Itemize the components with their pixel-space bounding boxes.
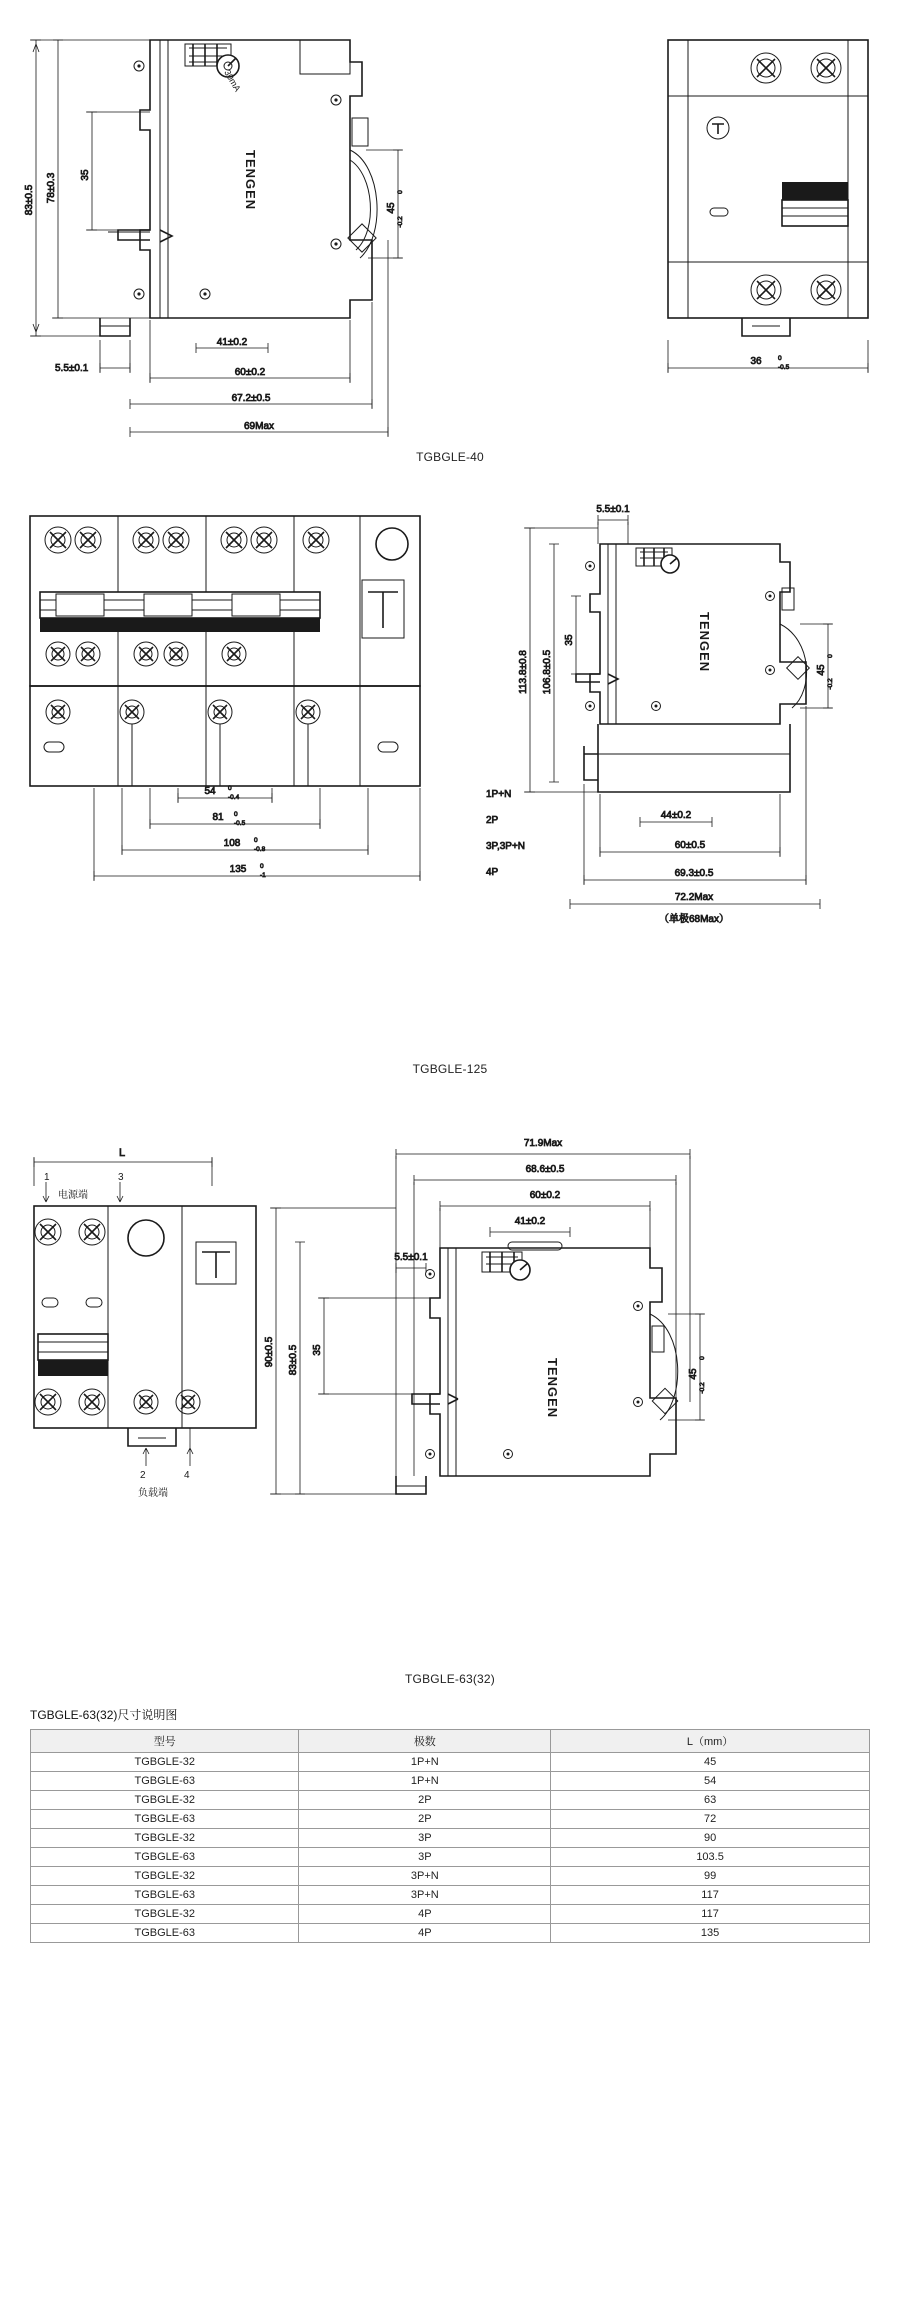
- dim-36-tol-lower: -0.5: [778, 364, 790, 371]
- dim-45-125-tol-upper: 0: [827, 654, 834, 658]
- table-header-row: [31, 1730, 870, 1753]
- dim-135-tol-upper: 0: [260, 863, 264, 870]
- cell-poles: 2P: [299, 1810, 551, 1829]
- dim-5-5: 5.5±0.1: [55, 363, 89, 374]
- terminal-1: 1: [44, 1172, 50, 1183]
- cell-length: 90: [551, 1829, 870, 1848]
- dim-44: 44±0.2: [660, 810, 692, 821]
- cell-model: TGBGLE-32: [31, 1753, 299, 1772]
- dim-L: L: [118, 1147, 126, 1159]
- dim-54: 54: [204, 786, 216, 797]
- dim-71-9max: 71.9Max: [523, 1138, 563, 1149]
- dimension-table-section: [0, 1706, 900, 1973]
- table-row: [31, 1924, 870, 1943]
- dim-45: 45: [386, 202, 397, 214]
- small-print-side: 30mA: [222, 68, 243, 94]
- side-view-63: [396, 1242, 678, 1494]
- dim-81-tol-upper: 0: [234, 811, 238, 818]
- pole-1pn: 1P+N: [486, 789, 512, 800]
- dim-45-tol-upper: 0: [397, 190, 404, 194]
- drawing-tgbgle-63-32: [0, 1102, 900, 1672]
- cell-model: TGBGLE-63: [31, 1810, 299, 1829]
- drawing-tgbgle-40: [0, 0, 900, 450]
- dim-60-63: 60±0.2: [529, 1190, 561, 1201]
- dim-81: 81: [212, 812, 224, 823]
- cell-length: 63: [551, 1791, 870, 1810]
- cell-length: 72: [551, 1810, 870, 1829]
- dim-78: 78±0.3: [46, 172, 57, 204]
- cell-poles: 4P: [299, 1905, 551, 1924]
- drawing-tgbgle-125: [0, 492, 900, 1062]
- cell-length: 45: [551, 1753, 870, 1772]
- dim-5-5-63: 5.5±0.1: [394, 1252, 428, 1263]
- dim-67-2: 67.2±0.5: [231, 393, 271, 404]
- caption-tgbgle-63-32: TGBGLE-63(32): [405, 1672, 495, 1686]
- dim-113-8: 113.8±0.8: [518, 650, 529, 694]
- label-load-side: 负载端: [138, 1488, 168, 1499]
- cell-model: TGBGLE-32: [31, 1791, 299, 1810]
- cell-poles: 1P+N: [299, 1753, 551, 1772]
- cell-model: TGBGLE-63: [31, 1772, 299, 1791]
- cell-poles: 2P: [299, 1791, 551, 1810]
- dim-60: 60±0.2: [234, 367, 266, 378]
- dim-45-125: 45: [816, 664, 827, 676]
- cell-length: 117: [551, 1886, 870, 1905]
- front-view-body: [668, 40, 868, 336]
- cell-model: TGBGLE-63: [31, 1848, 299, 1867]
- table-row: [31, 1772, 870, 1791]
- dim-5-5-125: 5.5±0.1: [596, 504, 630, 515]
- dim-108-tol-upper: 0: [254, 837, 258, 844]
- front-view-63: [34, 1147, 256, 1499]
- figure-tgbgle-63-32: [0, 1102, 900, 1686]
- table-row: [31, 1791, 870, 1810]
- dim-72-2max: 72.2Max: [674, 892, 714, 903]
- cell-poles: 1P+N: [299, 1772, 551, 1791]
- dim-35-125: 35: [564, 634, 575, 646]
- pole-3p-3pn: 3P,3P+N: [486, 841, 526, 852]
- dim-60-125: 60±0.5: [674, 840, 706, 851]
- dim-36: 36: [750, 356, 762, 367]
- dimension-table: [30, 1729, 870, 1943]
- brand-label-side: TENGEN: [243, 150, 258, 211]
- front-view-4p: [30, 516, 420, 786]
- table-row: [31, 1905, 870, 1924]
- cell-length: 103.5: [551, 1848, 870, 1867]
- dim-41-63: 41±0.2: [514, 1216, 546, 1227]
- cell-poles: 3P: [299, 1848, 551, 1867]
- dim-69max: 69Max: [243, 421, 275, 432]
- dim-41: 41±0.2: [216, 337, 248, 348]
- dim-35-63: 35: [312, 1344, 323, 1356]
- dim-83-63: 83±0.5: [288, 1344, 299, 1376]
- cell-model: TGBGLE-63: [31, 1924, 299, 1943]
- dim-45-63-tol-lower: -0.2: [699, 1382, 706, 1394]
- table-row: [31, 1867, 870, 1886]
- pole-2p: 2P: [486, 815, 499, 826]
- table-header-model: 型号: [31, 1730, 299, 1753]
- dim-69-3: 69.3±0.5: [674, 868, 714, 879]
- brand-label-63: TENGEN: [545, 1358, 560, 1419]
- dim-83: 83±0.5: [24, 184, 35, 216]
- cell-model: TGBGLE-32: [31, 1905, 299, 1924]
- dim-45-125-tol-lower: -0.2: [827, 678, 834, 690]
- side-view-body: [100, 40, 377, 336]
- dim-54-tol-upper: 0: [228, 785, 232, 792]
- figure-tgbgle-40: [0, 0, 900, 464]
- table-row: [31, 1886, 870, 1905]
- cell-model: TGBGLE-63: [31, 1886, 299, 1905]
- dim-81-tol-lower: -0.5: [234, 820, 246, 827]
- dimensions-front-4p: [94, 785, 525, 881]
- dim-108: 108: [223, 838, 241, 849]
- cell-poles: 3P+N: [299, 1867, 551, 1886]
- cell-length: 117: [551, 1905, 870, 1924]
- dim-135-tol-lower: -1: [260, 872, 266, 879]
- table-header-length: L（mm）: [551, 1730, 870, 1753]
- cell-poles: 4P: [299, 1924, 551, 1943]
- caption-tgbgle-40: TGBGLE-40: [416, 450, 484, 464]
- dim-108-tol-lower: -0.8: [254, 846, 266, 853]
- dim-35: 35: [80, 169, 91, 181]
- terminal-3: 3: [118, 1172, 124, 1183]
- cell-model: TGBGLE-32: [31, 1867, 299, 1886]
- cell-length: 54: [551, 1772, 870, 1791]
- cell-model: TGBGLE-32: [31, 1829, 299, 1848]
- dim-36-tol-upper: 0: [778, 355, 782, 362]
- caption-tgbgle-125: TGBGLE-125: [412, 1062, 488, 1076]
- dimensions-front-view: [668, 340, 868, 373]
- dim-45-63: 45: [688, 1368, 699, 1380]
- cell-length: 99: [551, 1867, 870, 1886]
- terminal-4: 4: [184, 1470, 190, 1481]
- terminal-2: 2: [140, 1470, 146, 1481]
- dim-68-6: 68.6±0.5: [525, 1164, 565, 1175]
- cell-poles: 3P: [299, 1829, 551, 1848]
- table-row: [31, 1810, 870, 1829]
- dim-135: 135: [229, 864, 247, 875]
- dim-90: 90±0.5: [264, 1336, 275, 1368]
- dim-54-tol-lower: -0.4: [228, 794, 240, 801]
- table-row: [31, 1848, 870, 1867]
- table-title: TGBGLE-63(32)尺寸说明图: [30, 1708, 178, 1722]
- table-header-poles: 极数: [299, 1730, 551, 1753]
- dimensions-63: [264, 1138, 706, 1494]
- dimensions-side-view: [24, 40, 404, 437]
- table-body: [31, 1753, 870, 1943]
- pole-4p: 4P: [486, 867, 499, 878]
- figure-tgbgle-125: [0, 492, 900, 1076]
- table-row: [31, 1753, 870, 1772]
- cell-length: 135: [551, 1924, 870, 1943]
- label-power-side: 电源端: [58, 1190, 88, 1201]
- side-view-125: [576, 544, 809, 792]
- dim-45-63-tol-upper: 0: [699, 1356, 706, 1360]
- dim-single-pole-68max: （单极68Max）: [658, 914, 730, 925]
- cell-poles: 3P+N: [299, 1886, 551, 1905]
- svg-tgbgle-63-32: [0, 1102, 900, 1672]
- table-row: [31, 1829, 870, 1848]
- brand-label-125: TENGEN: [697, 612, 712, 673]
- dim-106-8: 106.8±0.5: [542, 649, 553, 695]
- dim-45-tol-lower: -0.2: [397, 216, 404, 228]
